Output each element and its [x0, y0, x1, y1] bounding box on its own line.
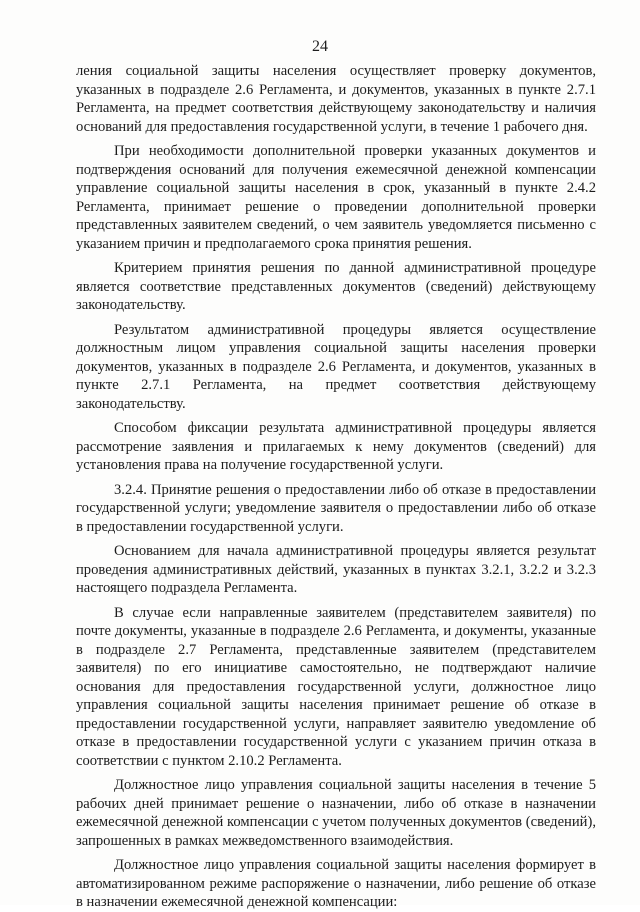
- paragraph-refusal-case: В случае если направленные заявителем (представителем заявителя) по почте документы, указанные в подразделе 2.6 Регламента, и документы, указанные в подразделе 2.7 Регламента, представленные заявителем (представителем заявителя) по его инициативе самостоятельно, не подтверждают наличие основания для предоставления государственной услуги, должностное лицо управления социальной защиты населения принимает решение об отказе в предоставлении государственной услуги, направляет заявителю уведомление об отказе в предоставлении государственной услуги с указанием причин отказа в соответствии с пунктом 2.10.2 Регламента.: [76, 604, 596, 769]
- paragraph-basis: Основанием для начала административной процедуры является результат проведения административных действий, указанных в пунктах 3.2.1, 3.2.2 и 3.2.3 настоящего подраздела Регламента.: [76, 543, 596, 596]
- page-number: 24: [312, 38, 328, 55]
- paragraph-section-3-2-4: 3.2.4. Принятие решения о предоставлении либо об отказе в предоставлении государственной услуги; уведомление заявителя о предоставлении либо об отказе в предоставлении государственной услуги.: [76, 481, 596, 535]
- paragraph-order-formation: Должностное лицо управления социальной защиты населения формирует в автоматизированном режиме распоряжение о назначении, либо решение об отказе в назначении ежемесячной денежной компенсации:: [76, 857, 596, 910]
- document-body: [76, 62, 596, 912]
- paragraph-result: Результатом административной процедуры является осуществление должностным лицом управления социальной защиты населения проверки документов, указанных в подразделе 2.6 Регламента, и документов, указанных в пункте 2.7.1 Регламента, на предмет соответствия действующему законодательству.: [76, 321, 596, 412]
- paragraph-1-continuation: ления социальной защиты населения осуществляет проверку документов, указанных в подразделе 2.6 Регламента, и документов, указанных в пункте 2.7.1 Регламента, на предмет соответствия действующему законодательству и наличия оснований для предоставления государственной услуги, в течение 1 рабочего дня.: [76, 63, 596, 135]
- paragraph-decision-term: Должностное лицо управления социальной защиты населения в течение 5 рабочих дней принимает решение о назначении, либо об отказе в назначении ежемесячной денежной компенсации с учетом полученных документов (сведений), запрошенных в рамках межведомственного взаимодействия.: [76, 777, 596, 849]
- paragraph-fixation-method: Способом фиксации результата административной процедуры является рассмотрение заявления и прилагаемых к нему документов (сведений) для установления права на получение государственной услуги.: [76, 420, 596, 473]
- paragraph-additional-check: При необходимости дополнительной проверки указанных документов и подтверждения оснований для получения ежемесячной денежной компенсации управление социальной защиты населения в срок, указанный в пункте 2.4.2 Регламента, принимает решение о проведении дополнительной проверки представленных заявителем сведений, о чем заявитель уведомляется письменно с указанием причин и предполагаемого срока принятия решения.: [76, 143, 596, 252]
- paragraph-criterion: Критерием принятия решения по данной административной процедуре является соответствие представленных документов (сведений) действующему законодательству.: [76, 260, 596, 313]
